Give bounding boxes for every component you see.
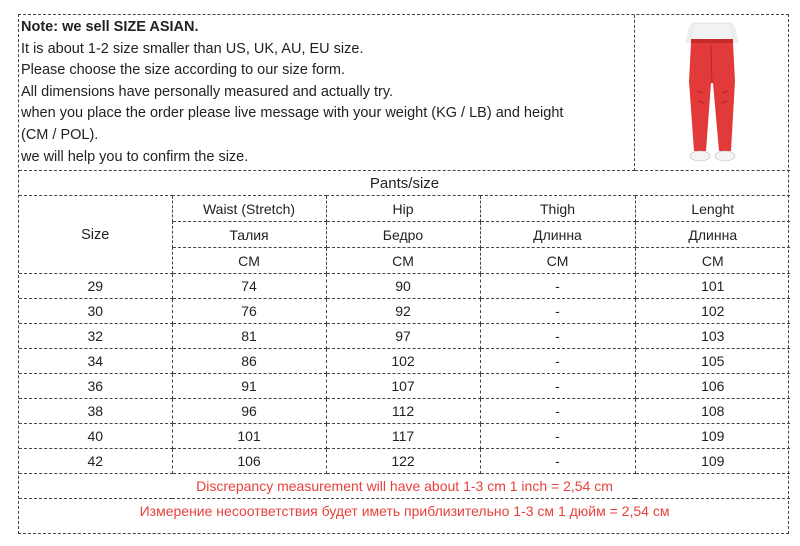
hip-cell: 92 [326,299,480,324]
waist-cell: 86 [172,349,326,374]
column-unit: CM [326,248,480,274]
thigh-cell: - [480,349,635,374]
note-heading: Note: we sell SIZE ASIAN. [21,19,199,35]
length-cell: 109 [635,424,790,449]
column-header-en: Lenght [635,196,790,222]
note-line: All dimensions have personally measured and actually try. [21,83,394,100]
table-row [19,424,790,449]
hip-cell: 117 [326,424,480,449]
table-row [19,274,790,299]
size-cell: 42 [19,449,172,474]
size-column-header: Size [19,196,172,274]
length-cell: 106 [635,374,790,399]
thigh-cell: - [480,399,635,424]
red-jeans-model-icon [675,21,749,171]
column-unit: CM [635,248,790,274]
size-cell: 30 [19,299,172,324]
size-note [19,15,635,171]
table-row [19,374,790,399]
length-cell: 109 [635,449,790,474]
length-cell: 103 [635,324,790,349]
hip-cell: 97 [326,324,480,349]
column-header-ru: Бедро [326,222,480,248]
thigh-cell: - [480,274,635,299]
length-cell: 102 [635,299,790,324]
waist-cell: 106 [172,449,326,474]
waist-cell: 101 [172,424,326,449]
hip-cell: 112 [326,399,480,424]
thigh-cell: - [480,324,635,349]
size-cell: 36 [19,374,172,399]
product-photo [635,15,790,171]
table-title: Pants/size [19,171,790,196]
note-line: when you place the order please live message with your weight (KG / LB) and height [21,105,564,122]
footer-note-en: Discrepancy measurement will have about 1-3 cm 1 inch = 2,54 cm [19,474,790,499]
size-cell: 32 [19,324,172,349]
note-line: Please choose the size according to our size form. [21,62,345,79]
note-line: (CM / POL). [21,126,99,143]
table-row [19,349,790,374]
hip-cell: 107 [326,374,480,399]
waist-cell: 96 [172,399,326,424]
length-cell: 101 [635,274,790,299]
waist-cell: 76 [172,299,326,324]
table-row [19,299,790,324]
hip-cell: 122 [326,449,480,474]
table-row [19,399,790,424]
length-cell: 108 [635,399,790,424]
thigh-cell: - [480,424,635,449]
thigh-cell: - [480,374,635,399]
size-cell: 29 [19,274,172,299]
column-header-ru: Талия [172,222,326,248]
column-header-ru: Длинна [635,222,790,248]
waist-cell: 74 [172,274,326,299]
size-cell: 34 [19,349,172,374]
size-cell: 38 [19,399,172,424]
column-header-ru: Длинна [480,222,635,248]
waist-cell: 91 [172,374,326,399]
size-table [19,171,790,523]
note-line: we will help you to confirm the size. [21,148,249,165]
size-cell: 40 [19,424,172,449]
hip-cell: 90 [326,274,480,299]
thigh-cell: - [480,449,635,474]
column-unit: CM [480,248,635,274]
size-chart [18,14,789,534]
column-header-en: Thigh [480,196,635,222]
column-header-en: Hip [326,196,480,222]
note-line: It is about 1-2 size smaller than US, UK, AU, EU size. [21,40,364,57]
table-row [19,324,790,349]
column-unit: CM [172,248,326,274]
waist-cell: 81 [172,324,326,349]
length-cell: 105 [635,349,790,374]
thigh-cell: - [480,299,635,324]
table-row [19,449,790,474]
footer-note-ru: Измерение несоответствия будет иметь приблизительно 1-3 см 1 дюйм = 2,54 см [19,499,790,524]
column-header-en: Waist (Stretch) [172,196,326,222]
hip-cell: 102 [326,349,480,374]
